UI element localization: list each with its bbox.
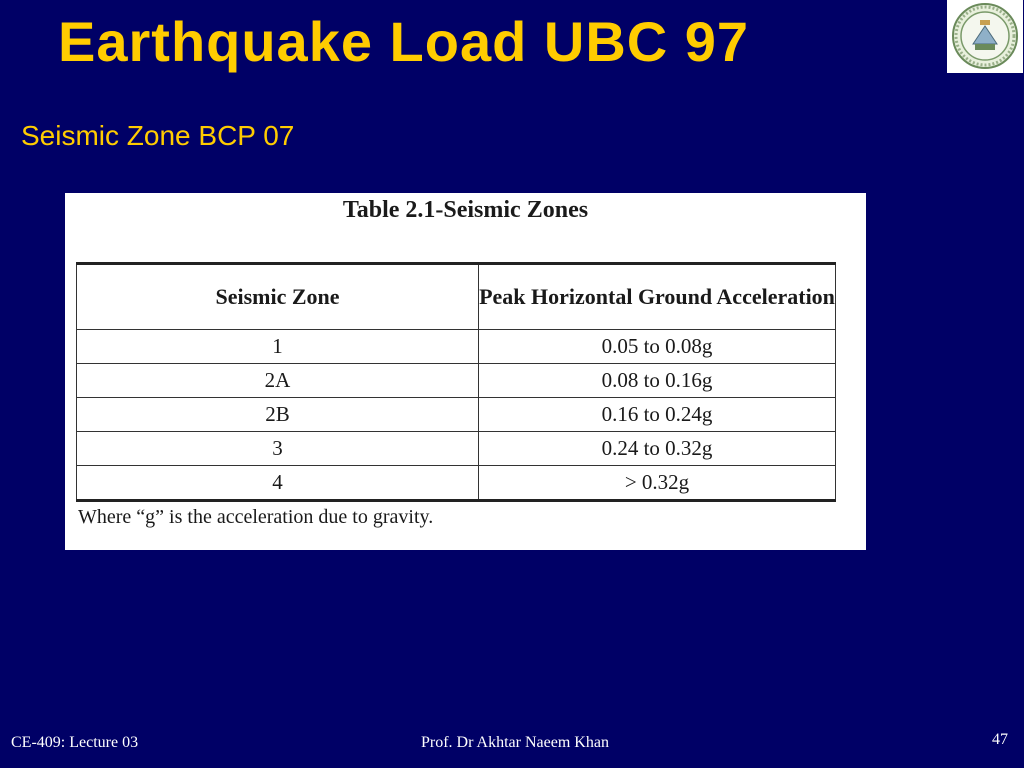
table-row — [77, 432, 836, 466]
acceleration-cell: 0.05 to 0.08g — [479, 330, 836, 364]
university-seal-icon — [947, 0, 1023, 73]
zone-cell: 3 — [77, 432, 479, 466]
table-header-row — [77, 264, 836, 330]
zone-cell: 2B — [77, 398, 479, 432]
acceleration-cell: 0.24 to 0.32g — [479, 432, 836, 466]
zone-cell: 4 — [77, 466, 479, 501]
zone-cell: 1 — [77, 330, 479, 364]
header-peak-acceleration: Peak Horizontal Ground Acceleration — [479, 264, 836, 330]
slide-subtitle: Seismic Zone BCP 07 — [21, 120, 295, 151]
seismic-zones-table — [76, 262, 836, 502]
header-seismic-zone: Seismic Zone — [77, 264, 479, 330]
table-row — [77, 330, 836, 364]
zone-cell: 2A — [77, 364, 479, 398]
page-number: 47 — [992, 731, 1008, 748]
acceleration-cell: 0.08 to 0.16g — [479, 364, 836, 398]
acceleration-cell: 0.16 to 0.24g — [479, 398, 836, 432]
table-row — [77, 466, 836, 501]
table-row — [77, 364, 836, 398]
slide-title: Earthquake Load UBC 97 — [58, 10, 750, 73]
footer-author: Prof. Dr Akhtar Naeem Khan — [421, 734, 609, 751]
table-caption: Table 2.1-Seismic Zones — [342, 197, 589, 223]
table-footnote: Where “g” is the acceleration due to gravity. — [78, 506, 434, 528]
acceleration-cell: > 0.32g — [479, 466, 836, 501]
table-row — [77, 398, 836, 432]
footer-course: CE-409: Lecture 03 — [11, 734, 139, 751]
seismic-zone-table-image — [65, 193, 866, 550]
